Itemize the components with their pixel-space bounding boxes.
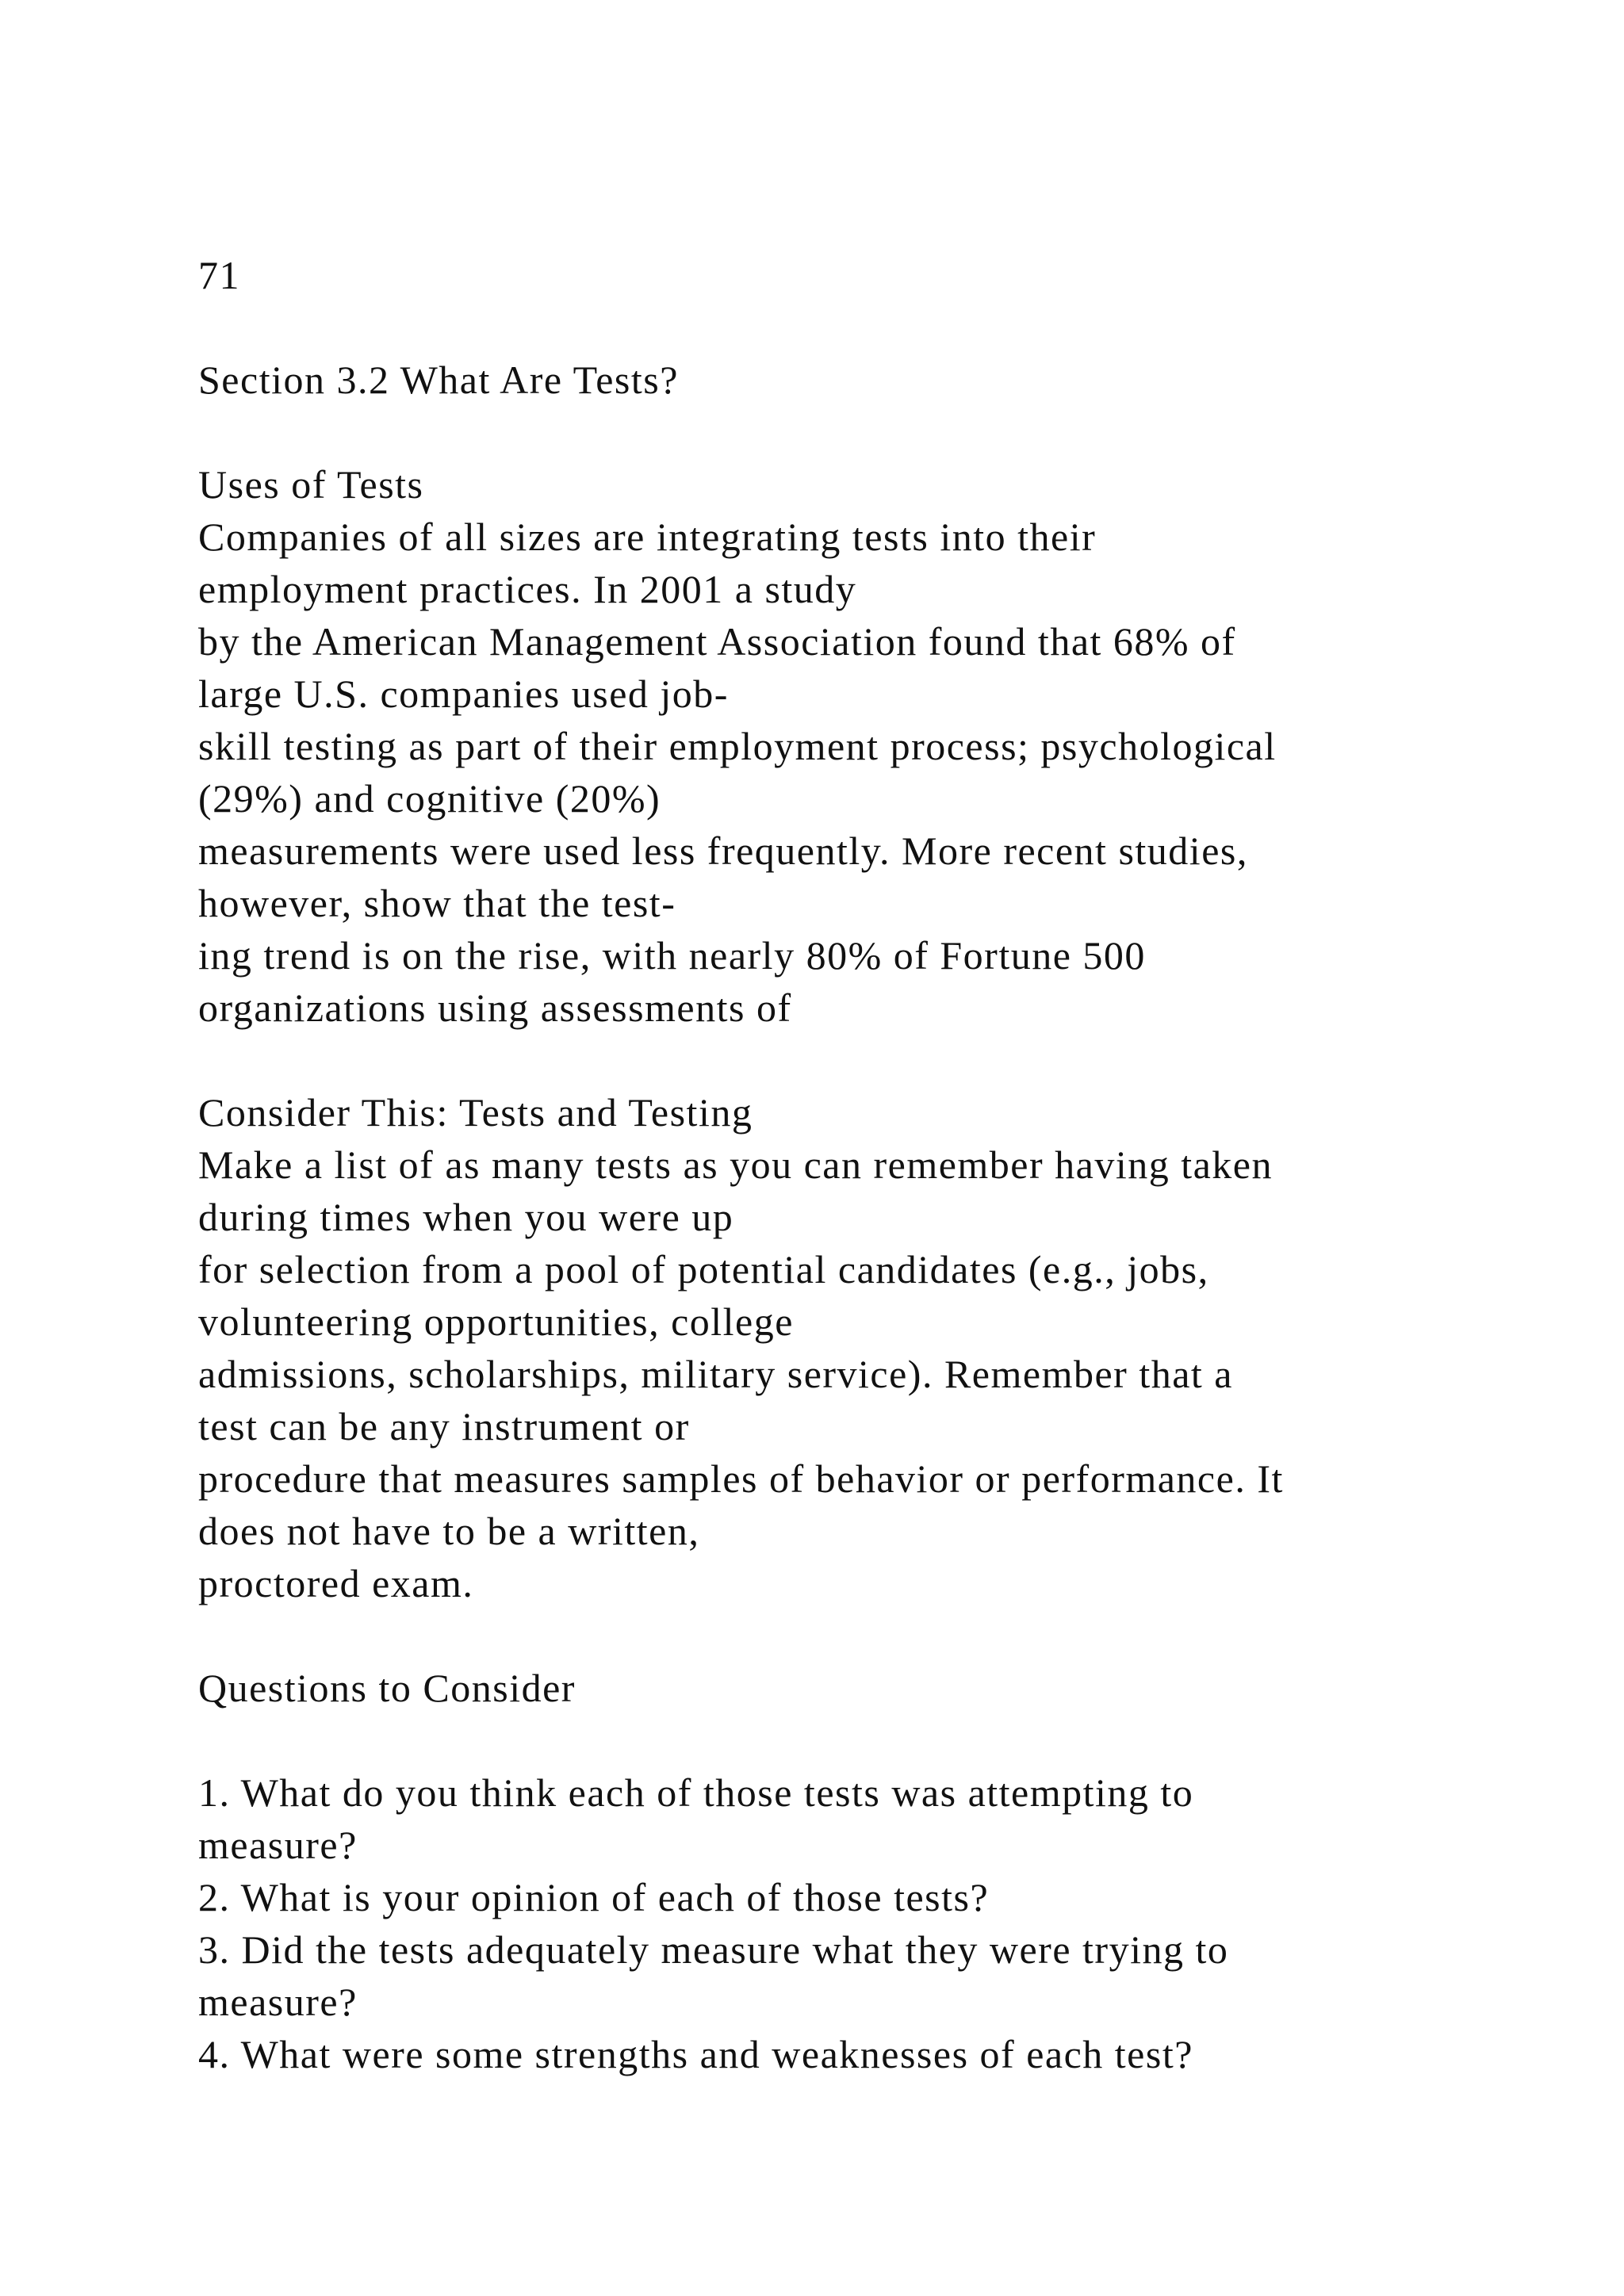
text-line: proctored exam. [198, 1561, 474, 1605]
text-line: Make a list of as many tests as you can remember having taken [198, 1142, 1274, 1187]
spacer [198, 1034, 1483, 1086]
questions-heading: Questions to Consider [198, 1666, 576, 1710]
text-line: ing trend is on the rise, with nearly 80% of Fortune 500 [198, 933, 1146, 978]
question-line: measure? [198, 1980, 358, 2024]
text-line: Companies of all sizes are integrating tests into their [198, 515, 1097, 559]
question-line: 4. What were some strengths and weaknesses of each test? [198, 2032, 1193, 2076]
question-line: 2. What is your opinion of each of those tests? [198, 1875, 990, 1919]
text-line: by the American Management Association found that 68% of [198, 619, 1236, 664]
text-line: however, show that the test- [198, 881, 676, 925]
question-line: measure? [198, 1823, 358, 1867]
question-line: 1. What do you think each of those tests was attempting to [198, 1770, 1194, 1815]
text-line: does not have to be a written, [198, 1509, 700, 1553]
spacer [198, 301, 1483, 354]
text-line: during times when you were up [198, 1195, 734, 1239]
text-line: skill testing as part of their employment process; psychological [198, 724, 1277, 768]
uses-of-tests-heading: Uses of Tests [198, 462, 424, 507]
text-line: volunteering opportunities, college [198, 1299, 794, 1344]
text-line: large U.S. companies used job- [198, 672, 729, 716]
page-number: 71 [198, 253, 240, 297]
spacer [198, 406, 1483, 458]
section-heading: Section 3.2 What Are Tests? [198, 358, 679, 402]
text-line: admissions, scholarships, military service). Remember that a [198, 1352, 1233, 1396]
page-content [198, 249, 1483, 2080]
spacer [198, 1714, 1483, 1766]
text-line: procedure that measures samples of behavior or performance. It [198, 1456, 1284, 1501]
consider-this-heading: Consider This: Tests and Testing [198, 1090, 753, 1135]
text-line: organizations using assessments of [198, 985, 792, 1030]
text-line: test can be any instrument or [198, 1404, 690, 1448]
text-line: (29%) and cognitive (20%) [198, 776, 661, 821]
text-line: measurements were used less frequently. More recent studies, [198, 828, 1248, 873]
spacer [198, 1609, 1483, 1662]
question-line: 3. Did the tests adequately measure what they were trying to [198, 1927, 1229, 1972]
text-line: employment practices. In 2001 a study [198, 567, 857, 611]
text-line: for selection from a pool of potential candidates (e.g., jobs, [198, 1247, 1209, 1292]
